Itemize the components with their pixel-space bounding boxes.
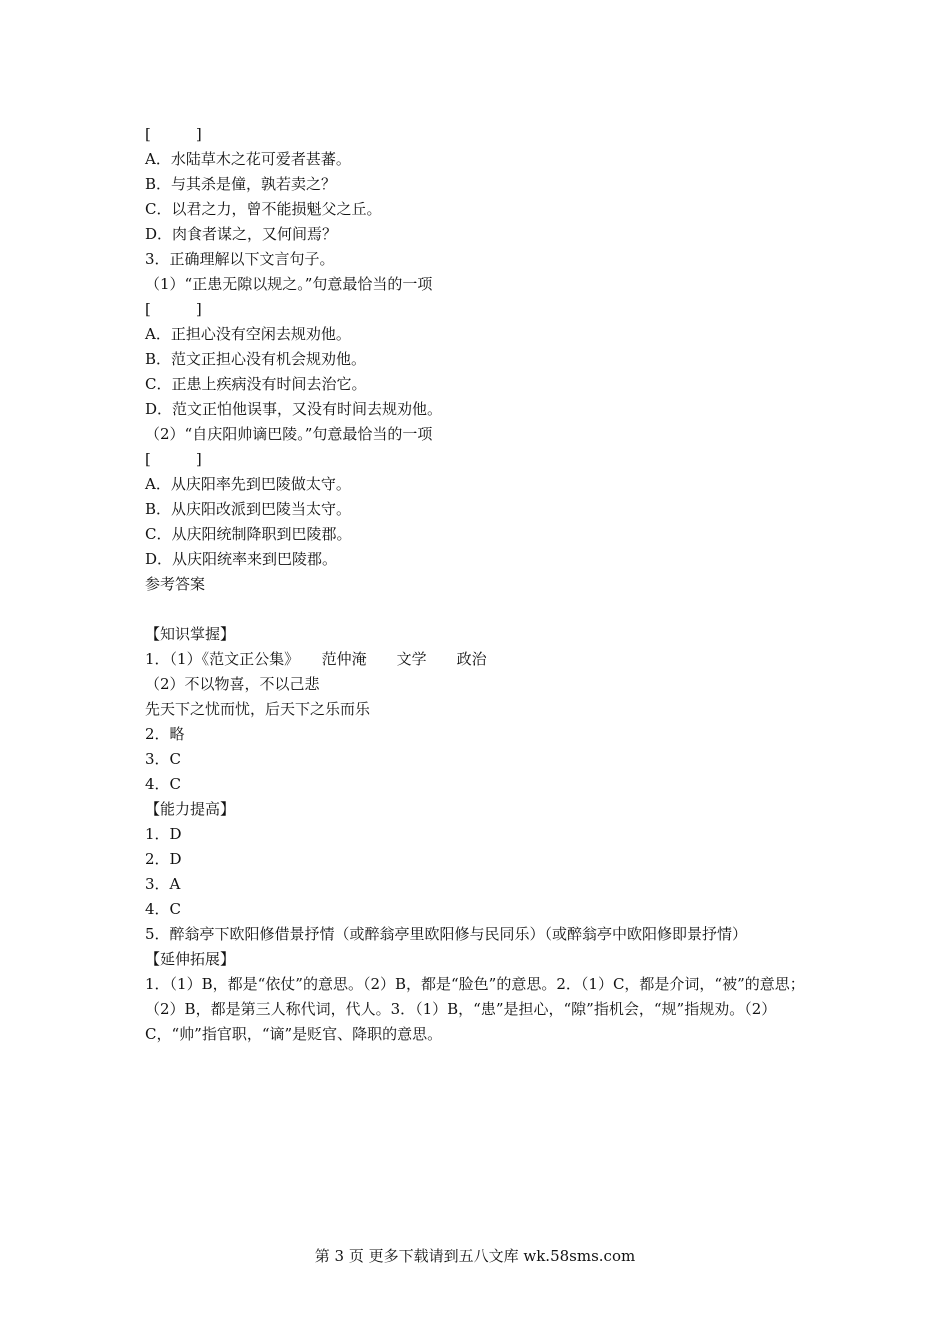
answer-bracket: [ ] xyxy=(145,300,202,318)
answers-block xyxy=(145,622,825,1047)
answer-line: 4．C xyxy=(145,775,182,793)
answer-paragraph-q5: 5．醉翁亭下欧阳修借景抒情（或醉翁亭里欧阳修与民同乐）（或醉翁亭中欧阳修即景抒情） xyxy=(145,925,748,943)
sub-question-2: （2）“自庆阳帅谪巴陵。”句意最恰当的一项 xyxy=(145,425,433,443)
option-d: D．从庆阳统率来到巴陵郡。 xyxy=(145,550,338,568)
option-b: B．从庆阳改派到巴陵当太守。 xyxy=(145,500,352,518)
option-b: B．与其杀是僮，孰若卖之？ xyxy=(145,175,337,193)
question-block xyxy=(145,122,825,597)
page-content xyxy=(145,122,825,1047)
answer-line: 3．A xyxy=(145,875,181,893)
option-c: C．从庆阳统制降职到巴陵郡。 xyxy=(145,525,352,543)
blank-line xyxy=(145,597,825,622)
answer-line: 2．D xyxy=(145,850,182,868)
section-heading-ability: 【能力提高】 xyxy=(145,800,236,818)
option-b: B．范文正担心没有机会规劝他。 xyxy=(145,350,367,368)
answer-line: 先天下之忧而忧，后天下之乐而乐 xyxy=(145,700,371,718)
answer-line: 1．（1）《范文正公集》 范仲淹 文学 政治 xyxy=(145,650,487,668)
answer-bracket: [ ] xyxy=(145,125,202,143)
answer-line: 2．略 xyxy=(145,725,185,743)
page-footer: 第 3 页 更多下载请到五八文库 wk.58sms.com xyxy=(314,1247,636,1265)
section-heading-extension: 【延伸拓展】 xyxy=(145,950,236,968)
option-a: A．从庆阳率先到巴陵做太守。 xyxy=(145,475,351,493)
option-c: C．正患上疾病没有时间去治它。 xyxy=(145,375,367,393)
option-d: D．肉食者谋之，又何间焉？ xyxy=(145,225,338,243)
option-c: C．以君之力，曾不能损魁父之丘。 xyxy=(145,200,382,218)
option-d: D．范文正怕他误事，又没有时间去规劝他。 xyxy=(145,400,443,418)
reference-answers-heading: 参考答案 xyxy=(145,575,206,593)
option-a: A．水陆草木之花可爱者甚蕃。 xyxy=(145,150,351,168)
answer-bracket: [ ] xyxy=(145,450,202,468)
answer-paragraph-extension: 1．（1）B，都是“依仗”的意思。（2）B，都是“脸色”的意思。2．（1）C，都是介词，“被”的意思；（2）B，都是第三人称代词，代人。3．（1）B，“患”是担心，“隙”指机会，“规”指规劝。（2）C，“帅”指官职，“谪”是贬官、降职的意思。 xyxy=(145,975,805,1043)
answer-line: 1．D xyxy=(145,825,182,843)
section-heading-knowledge: 【知识掌握】 xyxy=(145,625,236,643)
sub-question-1: （1）“正患无隙以规之。”句意最恰当的一项 xyxy=(145,275,433,293)
question-3-stem: 3．正确理解以下文言句子。 xyxy=(145,250,335,268)
option-a: A．正担心没有空闲去规劝他。 xyxy=(145,325,351,343)
answer-line: （2）不以物喜，不以己悲 xyxy=(145,675,320,693)
answer-line: 3．C xyxy=(145,750,182,768)
answer-line: 4．C xyxy=(145,900,182,918)
